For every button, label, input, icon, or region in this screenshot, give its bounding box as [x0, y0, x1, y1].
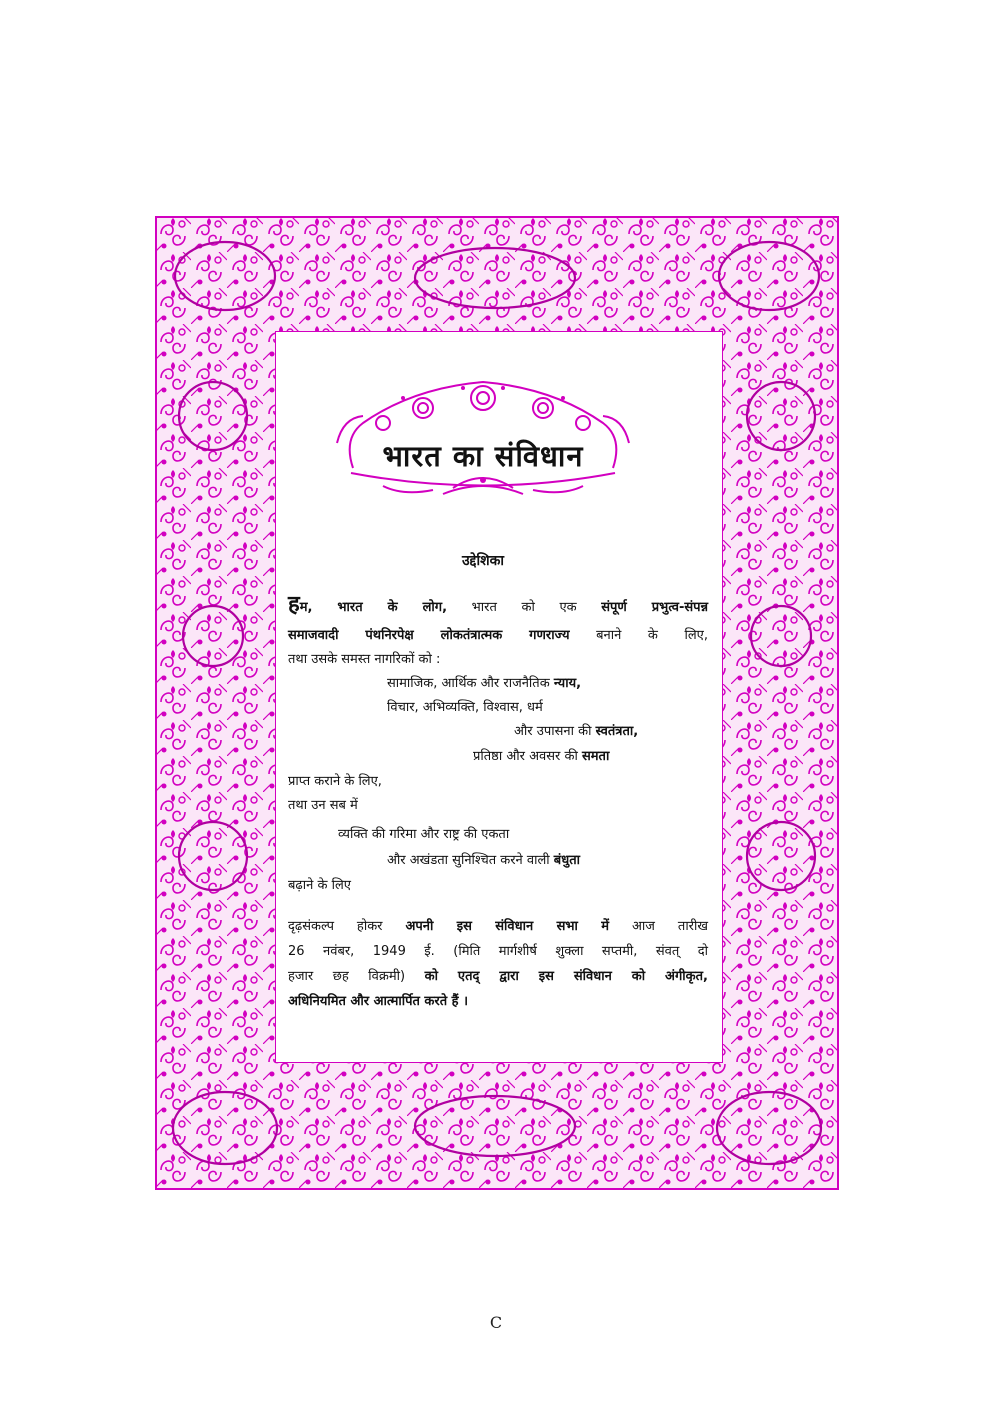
preamble-line-9: तथा उन सब में	[288, 798, 358, 813]
text-segment: भारत को एक	[447, 600, 602, 615]
preamble-line-15	[288, 969, 708, 985]
preamble-line-3: तथा उसके समस्त नागरिकों को :	[288, 652, 441, 667]
preamble-line-2	[288, 628, 708, 644]
preamble-line-5: विचार, अभिव्यक्ति, विश्वास, धर्म	[387, 700, 543, 715]
preamble-heading: उद्देशिका	[462, 553, 504, 569]
preamble-line-14: 26 नवंबर, 1949 ई. (मिति मार्गशीर्ष शुक्ला सप्तमी, संवत् दो	[288, 944, 708, 959]
document-title: भारत का संविधान	[382, 439, 584, 473]
text-segment: आज तारीख	[609, 919, 708, 934]
drop-letter: ह	[288, 592, 300, 617]
preamble-line-11	[387, 853, 580, 869]
text-segment: बंधुता	[553, 853, 580, 868]
text-segment: और उपासना की	[514, 724, 596, 739]
text-segment: स्वतंत्रता,	[595, 724, 639, 739]
text-segment: समता	[581, 749, 610, 764]
preamble-line-8: प्राप्त कराने के लिए,	[288, 774, 382, 789]
text-segment: समाजवादी पंथनिरपेक्ष लोकतंत्रात्मक गणराज्य	[288, 628, 570, 643]
text-segment: अपनी इस संविधान सभा में	[405, 919, 610, 934]
preamble-line-10: व्यक्ति की गरिमा और राष्ट्र की एकता	[338, 827, 510, 842]
preamble-line-12: बढ़ाने के लिए	[288, 878, 351, 893]
page-number: C	[489, 1313, 503, 1332]
text-segment: संपूर्ण प्रभुत्व-संपन्न	[601, 600, 708, 615]
text-segment: हजार छह विक्रमी)	[288, 969, 425, 984]
preamble-line-7	[473, 749, 609, 765]
text-segment: को एतद् द्वारा इस संविधान को अंगीकृत,	[424, 969, 708, 984]
preamble-line-16: अधिनियमित और आत्मार्पित करते हैं ।	[288, 994, 468, 1009]
text-segment: और अखंडता सुनिश्चित करने वाली	[387, 853, 554, 868]
title-cartouche	[323, 368, 643, 508]
text-segment: दृढ़संकल्प होकर	[288, 919, 406, 934]
preamble-line-6	[514, 724, 638, 740]
preamble-line-13	[288, 919, 708, 935]
text-segment: म, भारत के लोग,	[299, 600, 448, 615]
text-segment: न्याय,	[553, 676, 582, 691]
text-segment: सामाजिक, आर्थिक और राजनैतिक	[387, 676, 554, 691]
preamble-line-4	[387, 676, 581, 692]
text-segment: प्रतिष्ठा और अवसर की	[473, 749, 582, 764]
preamble-line-1	[288, 592, 708, 617]
text-segment: बनाने के लिए,	[569, 628, 708, 643]
